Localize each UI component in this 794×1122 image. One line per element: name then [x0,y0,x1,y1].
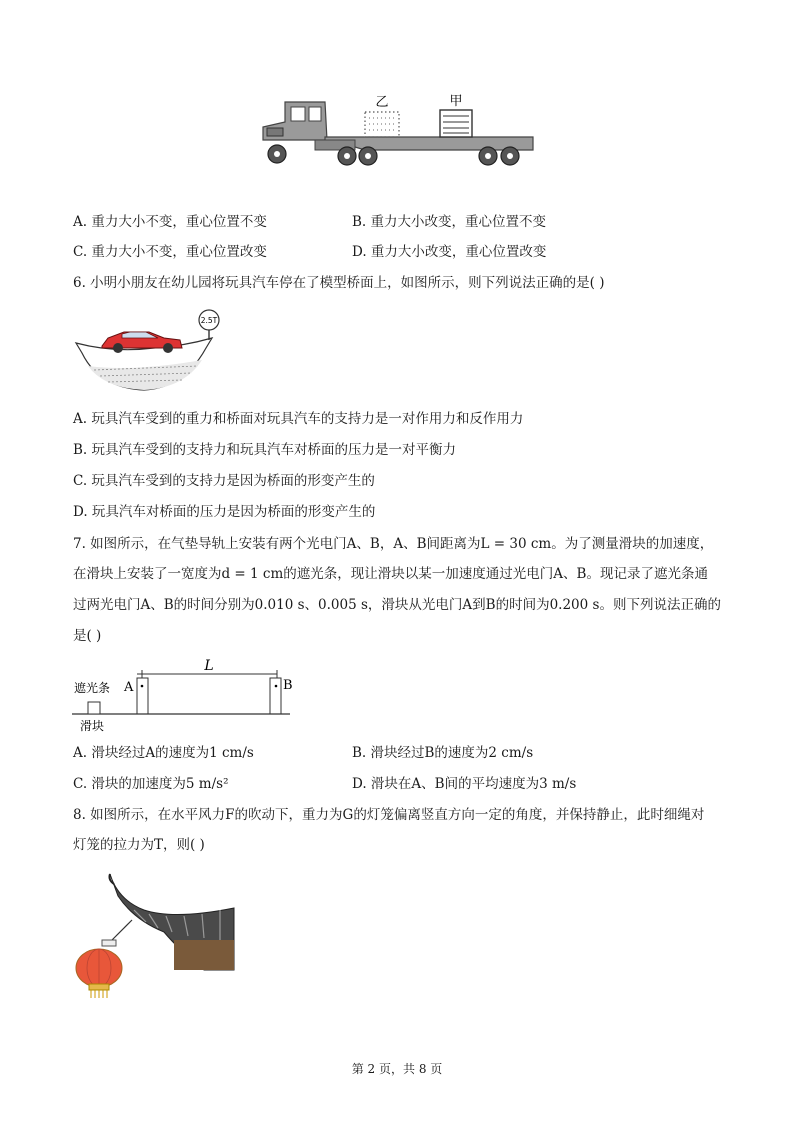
q7-option-a: A. 滑块经过A的速度为1 cm/s [73,745,254,761]
q7-option-d: D. 滑块在A、B间的平均速度为3 m/s [352,776,577,792]
label-yi: 乙 [375,95,389,110]
slider-label: 滑块 [80,719,105,733]
load-limit-sign: 2.5T [200,316,218,325]
q7-line-1: 7. 如图所示，在气垫导轨上安装有两个光电门A、B，A、B间距离为L = 30 cm。为了测量滑块的加速度， [73,536,714,552]
q5-option-c: C. 重力大小不变，重心位置改变 [73,244,267,260]
label-jia: 甲 [449,94,463,109]
strip-label: 遮光条 [74,681,111,695]
q7-line-3: 过两光电门A、B的时间分别为0.010 s、0.005 s，滑块从光电门A到B的时间为0.200 s。则下列说法正确的 [73,597,721,613]
q7-option-c: C. 滑块的加速度为5 m/s² [73,776,229,792]
q5-option-a: A. 重力大小不变，重心位置不变 [73,214,267,230]
rope [110,920,132,942]
slider-block [88,702,100,714]
truck-bed [325,137,533,150]
q8-line-1: 8. 如图所示，在水平风力F的吹动下，重力为G的灯笼偏离竖直方向一定的角度，并保持静止，此时细绳对 [73,807,705,823]
q7-line-2: 在滑块上安装了一宽度为d = 1 cm的遮光条，现让滑块以某一加速度通过光电门A、B。现记录了遮光条通 [73,566,708,582]
gate-a-label: A [124,680,134,695]
q6-option-d: D. 玩具汽车对桥面的压力是因为桥面的形变产生的 [73,504,376,520]
q7-option-b: B. 滑块经过B的速度为2 cm/s [352,745,534,761]
q6-option-c: C. 玩具汽车受到的支持力是因为桥面的形变产生的 [73,473,375,489]
q5-option-d: D. 重力大小改变，重心位置改变 [352,244,547,260]
gate-b [270,678,281,714]
q6-option-a: A. 玩具汽车受到的重力和桥面对玩具汽车的支持力是一对作用力和反作用力 [73,411,524,427]
lantern-figure [74,870,236,1000]
q6-option-b: B. 玩具汽车受到的支持力和玩具汽车对桥面的压力是一对平衡力 [73,442,457,458]
gate-b-label: B [283,678,293,693]
page-footer: 第 2 页，共 8 页 [351,1062,443,1076]
distance-label: L [204,658,214,674]
q7-line-4: 是( ) [73,628,102,644]
q6-stem: 6. 小明小朋友在幼儿园将玩具汽车停在了模型桥面上，如图所示，则下列说法正确的是( ) [73,275,605,291]
bridge-figure [74,308,234,393]
photogate-figure [72,656,302,734]
truck-figure [255,92,540,172]
gate-a [137,678,148,714]
q5-option-b: B. 重力大小改变，重心位置不变 [352,214,547,230]
q8-line-2: 灯笼的拉力为T，则( ) [73,837,205,853]
